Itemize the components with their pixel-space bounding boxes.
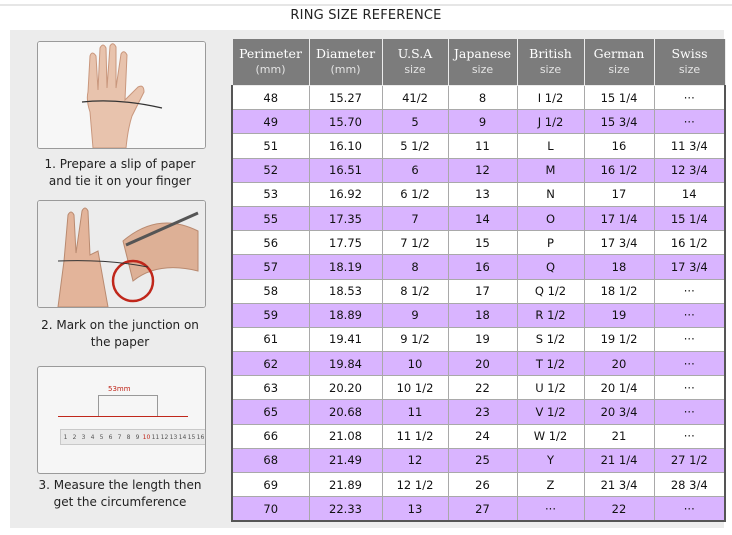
ruler-tick: 12 [160,433,169,441]
top-divider [0,4,732,6]
table-cell: J 1/2 [517,110,584,134]
table-cell: 16.51 [309,158,382,182]
table-cell: 9 1/2 [382,327,448,351]
table-cell: 21 1/4 [584,448,654,472]
table-cell: Z [517,473,584,497]
table-row [232,497,725,522]
table-cell: 69 [232,473,309,497]
table-cell: 6 1/2 [382,182,448,206]
table-cell: 25 [448,448,517,472]
ruler-tick: 13 [169,433,178,441]
table-cell: 8 [448,86,517,110]
table-cell: 8 [382,255,448,279]
table-cell: ··· [654,279,725,303]
table-cell: V 1/2 [517,400,584,424]
table-cell: 14 [448,206,517,230]
table-cell: 58 [232,279,309,303]
table-cell: 18.89 [309,303,382,327]
table-cell: 17 [584,182,654,206]
table-cell: 16 [584,134,654,158]
table-body [232,86,725,522]
table-row [232,424,725,448]
table-cell: 56 [232,231,309,255]
table-row [232,448,725,472]
table-cell: 49 [232,110,309,134]
table-cell: Q [517,255,584,279]
column-header-unit: size [404,63,426,76]
table-cell: 12 [448,158,517,182]
ruler-tick: 14 [178,433,187,441]
table-header-row [232,39,725,86]
column-header [654,39,725,86]
table-row [232,400,725,424]
table-cell: ··· [654,497,725,522]
column-header-title: Diameter [315,46,376,61]
table-cell: 17 3/4 [654,255,725,279]
table-row [232,86,725,110]
step-1-line-1: 1. Prepare a slip of paper [44,157,196,171]
column-header-unit: (mm) [330,63,361,76]
ruler-tick: 1 [63,433,68,441]
step-1-hand-image [37,41,206,149]
table-cell: 14 [654,182,725,206]
table-cell: 19.84 [309,352,382,376]
table-cell: 8 1/2 [382,279,448,303]
ruler-measure-bracket [98,395,158,416]
table-cell: 57 [232,255,309,279]
table-cell: 51 [232,134,309,158]
table-row [232,231,725,255]
table-cell: ··· [654,110,725,134]
table-cell: 59 [232,303,309,327]
ruler-tick: 11 [151,433,160,441]
column-header-title: British [529,46,572,61]
ruler-red-line [58,416,188,417]
ruler [60,429,206,445]
table-cell: 11 3/4 [654,134,725,158]
ruler-tick: 15 [187,433,196,441]
table-cell: S 1/2 [517,327,584,351]
table-cell: L [517,134,584,158]
table-cell: 21.89 [309,473,382,497]
table-cell: 61 [232,327,309,351]
table-cell: 22 [448,376,517,400]
table-cell: 15 1/4 [654,206,725,230]
table-row [232,134,725,158]
ruler-measure-label: 53mm [108,385,131,393]
table-cell: 28 3/4 [654,473,725,497]
step-2-marking-image [37,200,206,308]
table-cell: 13 [382,497,448,522]
table-cell: 11 [382,400,448,424]
column-header [382,39,448,86]
table-cell: 7 1/2 [382,231,448,255]
table-cell: 7 [382,206,448,230]
ruler-tick: 10 [142,433,151,441]
column-header-title: Perimeter [239,46,302,61]
marking-illustration [38,201,205,307]
table-cell: 18 [448,303,517,327]
table-cell: ··· [654,303,725,327]
table-cell: 17 3/4 [584,231,654,255]
table-cell: 21.08 [309,424,382,448]
table-cell: 15.70 [309,110,382,134]
table-cell: 16 [448,255,517,279]
table-cell: R 1/2 [517,303,584,327]
ruler-tick: 8 [126,433,131,441]
table-cell: 16.10 [309,134,382,158]
column-header-unit: (mm) [255,63,286,76]
table-cell: ··· [654,86,725,110]
column-header [448,39,517,86]
table-cell: 19 1/2 [584,327,654,351]
table-cell: 24 [448,424,517,448]
table-cell: 17.75 [309,231,382,255]
table-row [232,303,725,327]
table-cell: 12 1/2 [382,473,448,497]
table-cell: 11 1/2 [382,424,448,448]
table-cell: 62 [232,352,309,376]
ruler-tick: 3 [81,433,86,441]
table-cell: 22 [584,497,654,522]
table-row [232,327,725,351]
table-cell: 20.68 [309,400,382,424]
step-3-line-1: 3. Measure the length then [38,478,202,492]
table-cell: P [517,231,584,255]
step-1-line-2: and tie it on your finger [48,174,192,188]
table-cell: ··· [517,497,584,522]
table-row [232,255,725,279]
table-cell: 18.19 [309,255,382,279]
table-cell: ··· [654,327,725,351]
table-cell: 13 [448,182,517,206]
table-cell: 20 [584,352,654,376]
table-cell: 19.41 [309,327,382,351]
table-cell: 18 1/2 [584,279,654,303]
step-2-caption [20,317,220,351]
table-row [232,206,725,230]
step-1-caption [20,156,220,190]
ruler-tick: 2 [72,433,77,441]
table-cell: 6 [382,158,448,182]
table-cell: 48 [232,86,309,110]
column-header-title: Japanese [453,46,512,61]
table-cell: 21.49 [309,448,382,472]
table-cell: 27 1/2 [654,448,725,472]
table-cell: 16.92 [309,182,382,206]
table-cell: 15 1/4 [584,86,654,110]
table-cell: 17.35 [309,206,382,230]
ruler-tick: 9 [135,433,140,441]
table-cell: 18.53 [309,279,382,303]
column-header-unit: size [678,63,701,76]
table-cell: O [517,206,584,230]
step-3-line-2: get the circumference [53,495,187,509]
table-cell: 16 1/2 [584,158,654,182]
ruler-tick: 7 [117,433,122,441]
step-2-line-1: 2. Mark on the junction on [41,318,199,332]
column-header-unit: size [471,63,494,76]
table-cell: 17 [448,279,517,303]
table-cell: 55 [232,206,309,230]
table-cell: 66 [232,424,309,448]
table-cell: 26 [448,473,517,497]
column-header [309,39,382,86]
table-cell: 15 3/4 [584,110,654,134]
table-cell: N [517,182,584,206]
column-header-unit: size [608,63,630,76]
table-cell: 68 [232,448,309,472]
column-header [517,39,584,86]
table-cell: W 1/2 [517,424,584,448]
table-cell: T 1/2 [517,352,584,376]
table-cell: 20 [448,352,517,376]
table-cell: 18 [584,255,654,279]
table-cell: 52 [232,158,309,182]
table-cell: 15.27 [309,86,382,110]
table-cell: 41/2 [382,86,448,110]
ring-size-table [231,39,726,522]
table-row [232,473,725,497]
table-cell: 10 [382,352,448,376]
table-cell: 20 1/4 [584,376,654,400]
hand-with-string-illustration [38,42,205,148]
ruler-tick: 16 [196,433,205,441]
table-cell: 15 [448,231,517,255]
step-2-line-2: the paper [90,335,150,349]
column-header-title: Swiss [671,46,708,61]
page-title: RING SIZE REFERENCE [290,8,442,23]
table-cell: 9 [448,110,517,134]
step-3-caption [20,477,220,511]
table-cell: M [517,158,584,182]
ruler-tick: 6 [108,433,113,441]
table-cell: Q 1/2 [517,279,584,303]
table-cell: 22.33 [309,497,382,522]
table-cell: 21 3/4 [584,473,654,497]
table-row [232,279,725,303]
table-row [232,352,725,376]
table-cell: U 1/2 [517,376,584,400]
table-cell: ··· [654,400,725,424]
step-3-ruler-image [37,366,206,474]
table-cell: 5 [382,110,448,134]
table-cell: 65 [232,400,309,424]
table-cell: 27 [448,497,517,522]
table-cell: 9 [382,303,448,327]
column-header-unit: size [539,63,562,76]
ruler-tick: 4 [90,433,95,441]
table-cell: 20.20 [309,376,382,400]
table-cell: ··· [654,376,725,400]
table-row [232,110,725,134]
column-header [584,39,654,86]
table-cell: I 1/2 [517,86,584,110]
table-cell: 11 [448,134,517,158]
table-cell: 16 1/2 [654,231,725,255]
table-cell: 53 [232,182,309,206]
table-cell: 23 [448,400,517,424]
column-header-title: German [593,46,645,61]
table-cell: 5 1/2 [382,134,448,158]
ruler-tick: 5 [99,433,104,441]
table-cell: Y [517,448,584,472]
table-cell: 20 3/4 [584,400,654,424]
table-row [232,158,725,182]
table-row [232,182,725,206]
table-cell: 12 3/4 [654,158,725,182]
table-cell: ··· [654,424,725,448]
table-cell: 63 [232,376,309,400]
table-cell: 19 [448,327,517,351]
table-cell: 70 [232,497,309,522]
table-cell: 19 [584,303,654,327]
table-row [232,376,725,400]
column-header-title: U.S.A [397,46,433,61]
table-cell: 12 [382,448,448,472]
column-header [232,39,309,86]
table-cell: ··· [654,352,725,376]
table-cell: 10 1/2 [382,376,448,400]
table-cell: 21 [584,424,654,448]
table-cell: 17 1/4 [584,206,654,230]
